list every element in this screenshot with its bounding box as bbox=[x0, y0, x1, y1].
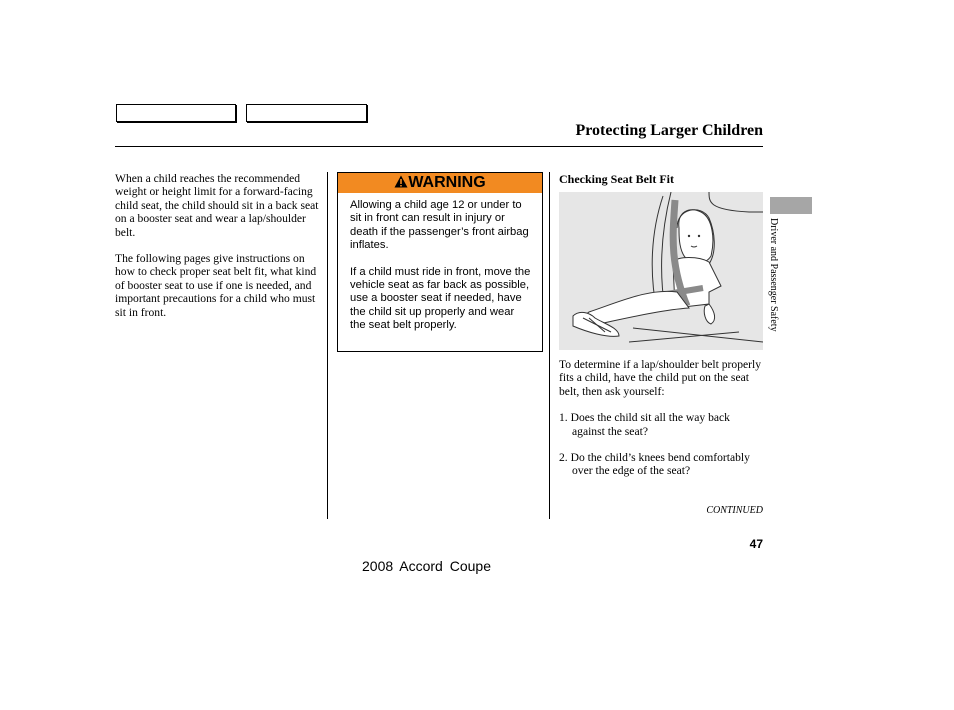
warning-paragraph: If a child must ride in front, move the vehicle seat as far back as possible, use a booster seat if needed, have the child sit up properly and wear the seat belt properly. bbox=[350, 265, 531, 332]
warning-label: WARNING bbox=[408, 174, 486, 191]
page-title: Protecting Larger Children bbox=[575, 122, 763, 139]
column-divider-left bbox=[327, 172, 328, 519]
section-tab[interactable] bbox=[770, 197, 812, 214]
intro-text bbox=[115, 172, 323, 332]
page-number: 47 bbox=[749, 537, 763, 551]
warning-header bbox=[338, 173, 542, 193]
seat-belt-fit-illustration bbox=[559, 192, 763, 350]
list-item: 2. Do the child’s knees bend comfortably over the edge of the seat? bbox=[559, 451, 750, 478]
column-divider-right bbox=[549, 172, 550, 519]
intro-paragraph: When a child reaches the recommended weight or height limit for a forward-facing child seat, the child should sit in a back seat on a booster seat and wear a lap/shoulder belt. bbox=[115, 172, 319, 239]
model-footer: 2008 Accord Coupe bbox=[362, 558, 491, 574]
section-heading: Checking Seat Belt Fit bbox=[559, 172, 674, 186]
fit-instructions bbox=[559, 358, 763, 491]
warning-body bbox=[338, 193, 542, 333]
nav-button-previous[interactable] bbox=[116, 104, 236, 122]
section-label: Driver and Passenger Safety bbox=[768, 218, 779, 332]
nav-button-next[interactable] bbox=[246, 104, 367, 122]
list-item: 1. Does the child sit all the way back against the seat? bbox=[559, 411, 730, 438]
warning-paragraph: Allowing a child age 12 or under to sit in front can result in injury or death if the passenger’s front airbag inflates. bbox=[350, 199, 529, 252]
fit-intro: To determine if a lap/shoulder belt properly fits a child, have the child put on the seat belt, then ask yourself: bbox=[559, 358, 762, 398]
warning-box bbox=[337, 172, 543, 352]
continued-label: CONTINUED bbox=[706, 505, 763, 516]
intro-paragraph: The following pages give instructions on how to check proper seat belt fit, what kind of booster seat to use if one is needed, and important precautions for a child who must sit in front. bbox=[115, 252, 317, 319]
warning-triangle-icon bbox=[394, 175, 408, 188]
title-rule bbox=[115, 146, 763, 147]
